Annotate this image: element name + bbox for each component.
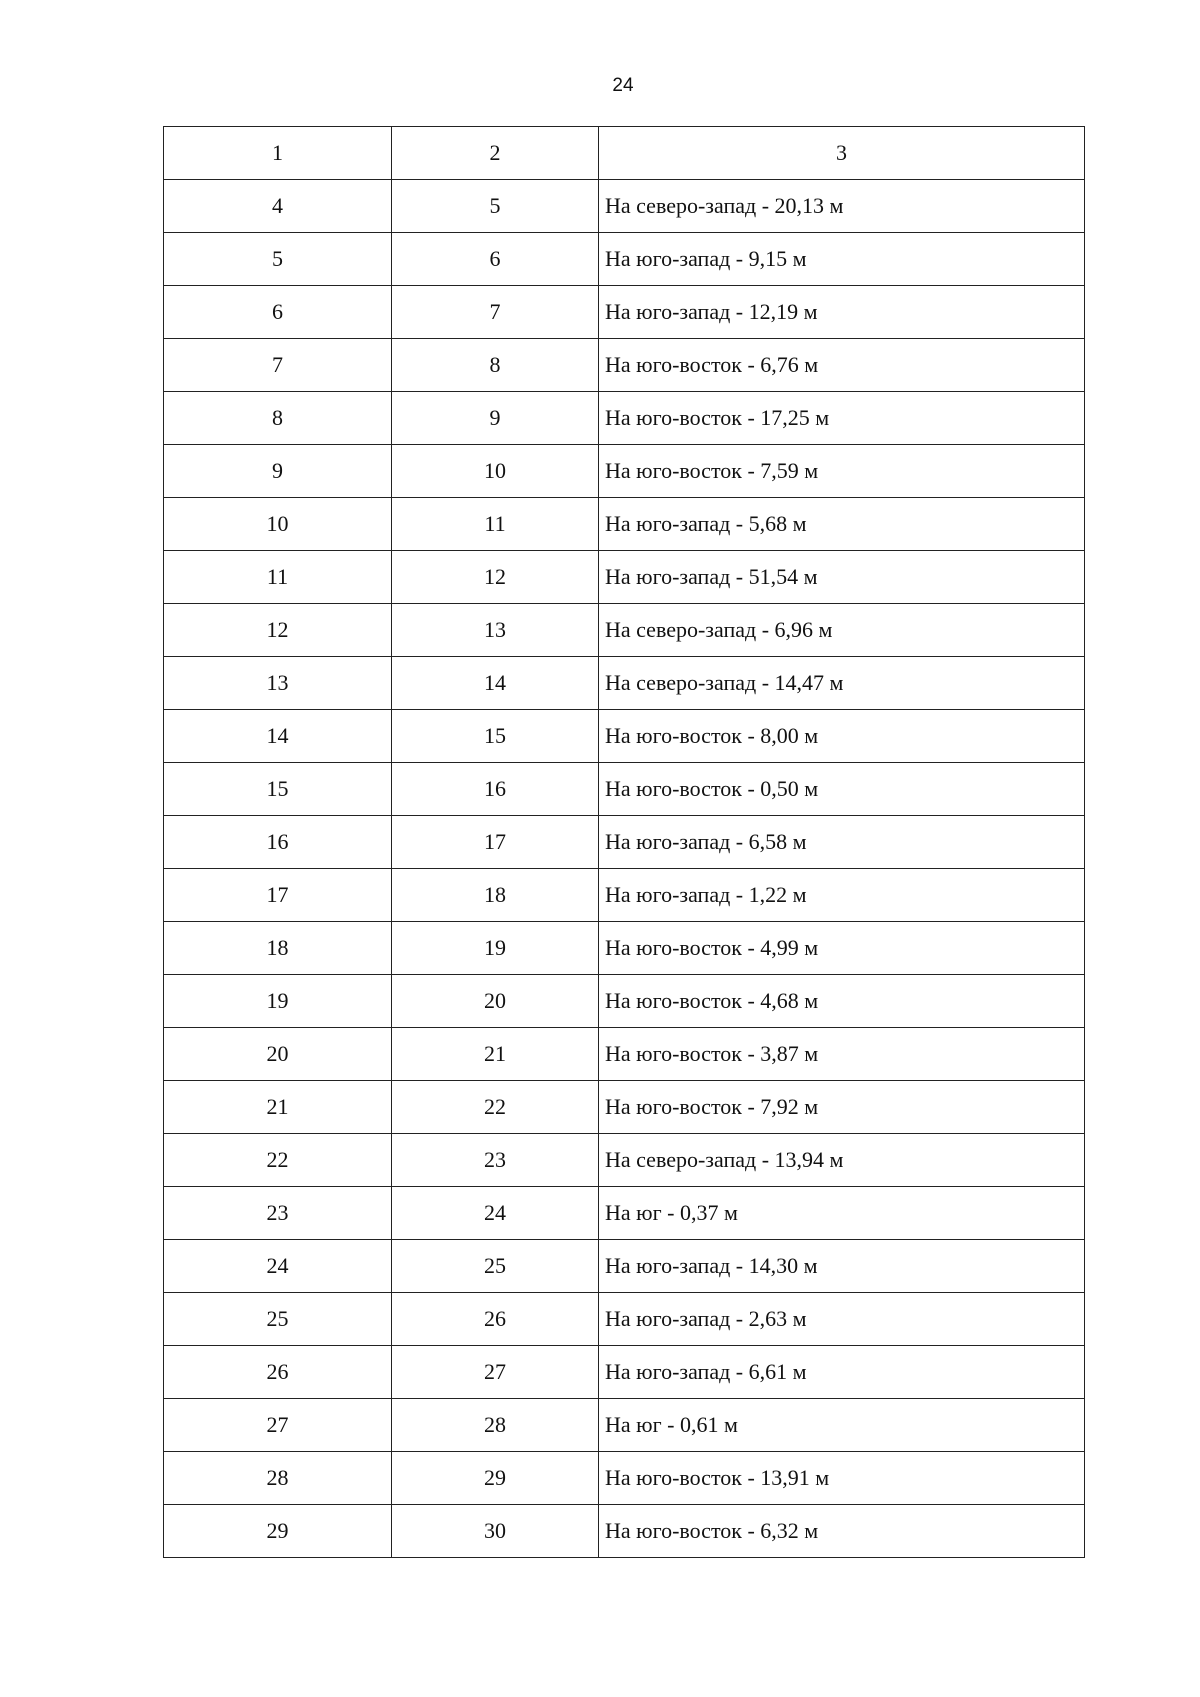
table-row xyxy=(164,1293,1085,1346)
table-row xyxy=(164,816,1085,869)
table-row xyxy=(164,657,1085,710)
cell-to-point: 21 xyxy=(392,1028,599,1081)
table-row xyxy=(164,180,1085,233)
cell-to-point: 5 xyxy=(392,180,599,233)
cell-to-point: 24 xyxy=(392,1187,599,1240)
table-row xyxy=(164,392,1085,445)
table-row xyxy=(164,1240,1085,1293)
cell-direction-distance: На юго-восток - 17,25 м xyxy=(599,392,1085,445)
cell-from-point: 9 xyxy=(164,445,392,498)
cell-from-point: 11 xyxy=(164,551,392,604)
page-number: 24 xyxy=(612,75,634,96)
table-row xyxy=(164,1346,1085,1399)
cell-direction-distance: На юго-восток - 7,92 м xyxy=(599,1081,1085,1134)
table-row xyxy=(164,233,1085,286)
cell-from-point: 16 xyxy=(164,816,392,869)
cell-direction-distance: На северо-запад - 13,94 м xyxy=(599,1134,1085,1187)
cell-to-point: 18 xyxy=(392,869,599,922)
cell-from-point: 20 xyxy=(164,1028,392,1081)
table-row xyxy=(164,1505,1085,1558)
cell-from-point: 24 xyxy=(164,1240,392,1293)
cell-from-point: 8 xyxy=(164,392,392,445)
cell-from-point: 19 xyxy=(164,975,392,1028)
cell-direction-distance: На юго-запад - 5,68 м xyxy=(599,498,1085,551)
table-row xyxy=(164,869,1085,922)
table-row xyxy=(164,1134,1085,1187)
table-row xyxy=(164,498,1085,551)
cell-from-point: 25 xyxy=(164,1293,392,1346)
cell-direction-distance: На юго-запад - 2,63 м xyxy=(599,1293,1085,1346)
table-row xyxy=(164,922,1085,975)
table-row xyxy=(164,604,1085,657)
table-row xyxy=(164,1028,1085,1081)
table-row xyxy=(164,1399,1085,1452)
cell-direction-distance: На юго-запад - 6,58 м xyxy=(599,816,1085,869)
header-cell-col1: 1 xyxy=(164,127,392,180)
cell-direction-distance: На юг - 0,37 м xyxy=(599,1187,1085,1240)
cell-direction-distance: На юго-восток - 4,68 м xyxy=(599,975,1085,1028)
table-row xyxy=(164,445,1085,498)
header-cell-col2: 2 xyxy=(392,127,599,180)
cell-to-point: 17 xyxy=(392,816,599,869)
cell-to-point: 9 xyxy=(392,392,599,445)
cell-from-point: 5 xyxy=(164,233,392,286)
cell-to-point: 26 xyxy=(392,1293,599,1346)
cell-direction-distance: На юго-восток - 13,91 м xyxy=(599,1452,1085,1505)
cell-from-point: 27 xyxy=(164,1399,392,1452)
cell-direction-distance: На юго-запад - 6,61 м xyxy=(599,1346,1085,1399)
cell-to-point: 27 xyxy=(392,1346,599,1399)
cell-from-point: 28 xyxy=(164,1452,392,1505)
cell-from-point: 10 xyxy=(164,498,392,551)
cell-from-point: 18 xyxy=(164,922,392,975)
cell-from-point: 13 xyxy=(164,657,392,710)
table-row xyxy=(164,1187,1085,1240)
table-row xyxy=(164,286,1085,339)
cell-to-point: 28 xyxy=(392,1399,599,1452)
cell-direction-distance: На юго-запад - 14,30 м xyxy=(599,1240,1085,1293)
cell-direction-distance: На северо-запад - 6,96 м xyxy=(599,604,1085,657)
cell-from-point: 6 xyxy=(164,286,392,339)
cell-direction-distance: На северо-запад - 14,47 м xyxy=(599,657,1085,710)
cell-to-point: 12 xyxy=(392,551,599,604)
cell-direction-distance: На юго-восток - 0,50 м xyxy=(599,763,1085,816)
cell-to-point: 8 xyxy=(392,339,599,392)
boundary-table xyxy=(163,126,1085,1558)
cell-direction-distance: На юго-восток - 6,76 м xyxy=(599,339,1085,392)
cell-from-point: 26 xyxy=(164,1346,392,1399)
cell-from-point: 15 xyxy=(164,763,392,816)
cell-to-point: 10 xyxy=(392,445,599,498)
cell-direction-distance: На юго-восток - 7,59 м xyxy=(599,445,1085,498)
cell-to-point: 16 xyxy=(392,763,599,816)
cell-from-point: 14 xyxy=(164,710,392,763)
cell-from-point: 4 xyxy=(164,180,392,233)
cell-direction-distance: На юг - 0,61 м xyxy=(599,1399,1085,1452)
cell-direction-distance: На юго-запад - 9,15 м xyxy=(599,233,1085,286)
cell-direction-distance: На юго-запад - 1,22 м xyxy=(599,869,1085,922)
cell-from-point: 7 xyxy=(164,339,392,392)
cell-to-point: 15 xyxy=(392,710,599,763)
cell-from-point: 29 xyxy=(164,1505,392,1558)
cell-to-point: 6 xyxy=(392,233,599,286)
cell-from-point: 17 xyxy=(164,869,392,922)
cell-to-point: 7 xyxy=(392,286,599,339)
table-row xyxy=(164,1081,1085,1134)
table-row xyxy=(164,551,1085,604)
table-row xyxy=(164,710,1085,763)
table-row xyxy=(164,1452,1085,1505)
cell-from-point: 12 xyxy=(164,604,392,657)
cell-to-point: 19 xyxy=(392,922,599,975)
table-row xyxy=(164,339,1085,392)
cell-to-point: 30 xyxy=(392,1505,599,1558)
cell-from-point: 21 xyxy=(164,1081,392,1134)
cell-to-point: 22 xyxy=(392,1081,599,1134)
header-cell-col3: 3 xyxy=(599,127,1085,180)
cell-to-point: 20 xyxy=(392,975,599,1028)
cell-direction-distance: На юго-восток - 6,32 м xyxy=(599,1505,1085,1558)
cell-to-point: 11 xyxy=(392,498,599,551)
cell-from-point: 23 xyxy=(164,1187,392,1240)
cell-to-point: 13 xyxy=(392,604,599,657)
table-row xyxy=(164,763,1085,816)
table-header-row xyxy=(164,127,1085,180)
cell-to-point: 14 xyxy=(392,657,599,710)
cell-direction-distance: На северо-запад - 20,13 м xyxy=(599,180,1085,233)
cell-from-point: 22 xyxy=(164,1134,392,1187)
cell-to-point: 25 xyxy=(392,1240,599,1293)
cell-direction-distance: На юго-восток - 8,00 м xyxy=(599,710,1085,763)
cell-direction-distance: На юго-восток - 3,87 м xyxy=(599,1028,1085,1081)
cell-direction-distance: На юго-запад - 12,19 м xyxy=(599,286,1085,339)
cell-direction-distance: На юго-восток - 4,99 м xyxy=(599,922,1085,975)
cell-direction-distance: На юго-запад - 51,54 м xyxy=(599,551,1085,604)
table-body xyxy=(164,127,1085,1558)
cell-to-point: 23 xyxy=(392,1134,599,1187)
cell-to-point: 29 xyxy=(392,1452,599,1505)
table-row xyxy=(164,975,1085,1028)
